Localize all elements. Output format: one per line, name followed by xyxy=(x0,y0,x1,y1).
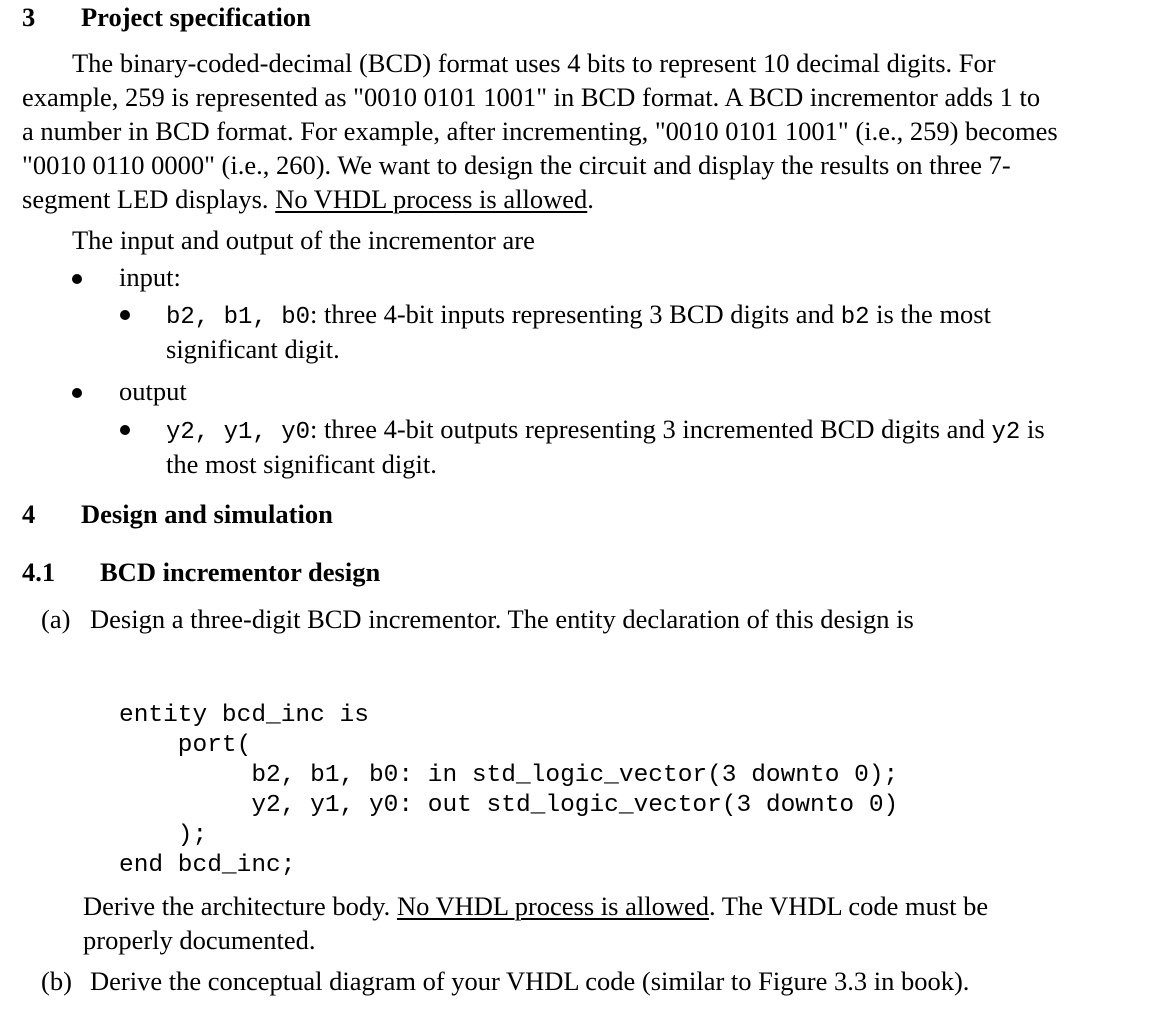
paragraph-line-5-end: . xyxy=(587,184,594,214)
code-line: y2, y1, y0: out std_logic_vector(3 downto 0) xyxy=(119,792,899,819)
paragraph-line-2: example, 259 is represented as "0010 0101 1001" in BCD format. A BCD incrementor adds 1 to xyxy=(22,82,1041,112)
output-signals: y2, y1, y0 xyxy=(166,419,311,446)
paragraph-line-1: The binary-coded-decimal (BCD) format uses 4 bits to represent 10 decimal digits. For xyxy=(72,48,996,78)
derive-text: Derive the architecture body. xyxy=(83,891,397,921)
code-line: port( xyxy=(119,732,252,759)
bullet-icon xyxy=(72,388,82,398)
output-msd-signal: y2 xyxy=(991,419,1021,446)
input-label: input: xyxy=(119,262,181,292)
section-3-number: 3 xyxy=(22,2,36,32)
input-msd-signal: b2 xyxy=(840,304,870,331)
paragraph-line-5 xyxy=(22,182,594,216)
code-line: entity bcd_inc is xyxy=(119,702,369,729)
bullet-icon xyxy=(120,310,130,320)
io-intro: The input and output of the incrementor are xyxy=(72,225,535,255)
input-description-end: is the most xyxy=(869,299,991,329)
section-4-1-title: BCD incrementor design xyxy=(100,557,381,587)
output-description: : three 4-bit outputs representing 3 incremented BCD digits and xyxy=(310,414,992,444)
code-line: ); xyxy=(119,822,208,849)
code-line: end bcd_inc; xyxy=(119,852,296,879)
output-label: output xyxy=(119,376,187,406)
paragraph-line-5-text: segment LED displays. xyxy=(22,184,276,214)
item-b-label: (b) xyxy=(41,966,72,996)
item-a-text: Design a three-digit BCD incrementor. The entity declaration of this design is xyxy=(90,604,914,634)
bullet-icon xyxy=(72,274,82,284)
item-a-label: (a) xyxy=(41,604,71,634)
code-line: b2, b1, b0: in std_logic_vector(3 downto 0); xyxy=(119,762,899,789)
input-item-line-1 xyxy=(166,297,991,335)
no-process-underlined: No VHDL process is allowed xyxy=(275,184,588,214)
output-item-line-1 xyxy=(166,412,1045,450)
input-signals: b2, b1, b0 xyxy=(166,304,311,331)
section-4-number: 4 xyxy=(22,499,36,529)
paragraph-line-3: a number in BCD format. For example, after incrementing, "0010 0101 1001" (i.e., 259) becomes xyxy=(22,116,1058,146)
input-description: : three 4-bit inputs representing 3 BCD digits and xyxy=(310,299,841,329)
output-description-end: is xyxy=(1020,414,1045,444)
derive-line-2: properly documented. xyxy=(83,925,316,955)
no-process-underlined: No VHDL process is allowed xyxy=(396,891,709,921)
derive-line-1 xyxy=(83,889,988,923)
section-4-1-number: 4.1 xyxy=(22,557,56,587)
section-3-title: Project specification xyxy=(81,2,311,32)
section-4-title: Design and simulation xyxy=(81,499,333,529)
entity-code-block xyxy=(119,671,898,911)
paragraph-line-4: "0010 0110 0000" (i.e., 260). We want to design the circuit and display the results on three 7- xyxy=(22,150,1011,180)
derive-text-end: . The VHDL code must be xyxy=(709,891,989,921)
input-item-line-2: significant digit. xyxy=(166,334,340,364)
output-item-line-2: the most significant digit. xyxy=(166,449,437,479)
bullet-icon xyxy=(120,425,130,435)
item-b-text: Derive the conceptual diagram of your VHDL code (similar to Figure 3.3 in book). xyxy=(90,966,970,996)
